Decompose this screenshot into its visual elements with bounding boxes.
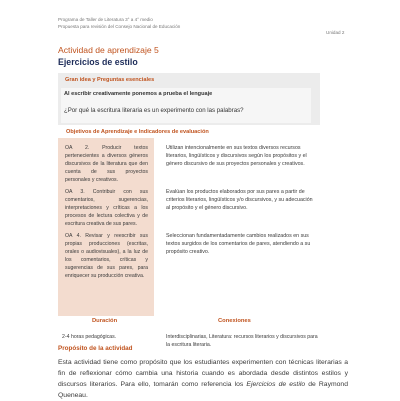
purpose-title: Propósito de la actividad xyxy=(58,345,133,352)
big-idea-panel xyxy=(61,88,311,123)
purpose-text xyxy=(58,357,348,401)
header-program: Programa de Taller de Literatura 3° a 4° medio xyxy=(58,17,153,22)
indicator-item: Utilizan intencionalmente en sus textos diversos recursos literarios, lingüísticos y discursivos según los propósitos y el género discursivo de sus proyectos personales y creativos. xyxy=(166,145,307,167)
duration-value: 2-4 horas pedagógicas. xyxy=(62,334,117,340)
book-title: Ejercicios de estilo xyxy=(246,381,306,388)
document-header xyxy=(58,16,180,30)
purpose-text-end: de Raymond Queneau. xyxy=(58,381,348,399)
indicator-item: Evalúan los productos elaborados por sus pares a partir de criterios literarios, lingüísticos y/o discursivos, y su adecuación al propósito y el género discursivo. xyxy=(166,189,313,211)
oa-column xyxy=(58,138,154,316)
duration-label: Duración xyxy=(92,318,118,324)
oa-item: OA 4. Revisar y reescribir sus propias producciones (escritas, orales o audiovisuales), a la luz de los comentarios, críticas y sugerencias de sus pares, para enriquecer su producción creativa. xyxy=(65,233,148,279)
section-title: Ejercicios de estilo xyxy=(58,57,138,67)
indicator-item: Seleccionan fundamentadamente cambios realizados en sus textos surgidos de los comentarios de pares, atendiendo a su propósito creativo. xyxy=(166,233,311,255)
big-idea-box xyxy=(58,73,320,125)
purpose-text-start: Esta actividad tiene como propósito que los estudiantes experimenten con técnicas literarias a fin de reflexionar cómo cambia una historia cuando es abordada desde distintos estilos y discursos literarios. Para ello, tomarán como referencia los xyxy=(58,359,348,388)
connections-label: Conexiones xyxy=(218,318,251,324)
big-idea-statement: Al escribir creativamente ponemos a prueba el lenguaje xyxy=(64,91,213,97)
activity-title: Actividad de aprendizaje 5 xyxy=(58,45,159,55)
oa-item: OA 3. Contribuir con sus comentarios, sugerencias, interpretaciones y críticas a los procesos de lectura colectiva y de escritura creativa de sus pares. xyxy=(65,189,148,227)
objectives-label: Objetivos de Aprendizaje e Indicadores de evaluación xyxy=(66,129,209,135)
oa-item: OA 2. Producir textos pertenecientes a diversos géneros discursivos de la literatura que den cuenta de sus proyectos personales y creativos. xyxy=(65,145,148,183)
header-proposal: Propuesta para revisión del Consejo Nacional de Educación xyxy=(58,24,181,29)
connections-value: Interdisciplinarias, Literatura: recursos literarios y discursivos para la escritura literaria. xyxy=(166,334,318,348)
big-idea-label: Gran idea y Preguntas esenciales xyxy=(65,77,155,83)
essential-question: ¿Por qué la escritura literaria es un experimento con las palabras? xyxy=(64,107,244,114)
header-unit: Unidad 2 xyxy=(326,30,345,35)
